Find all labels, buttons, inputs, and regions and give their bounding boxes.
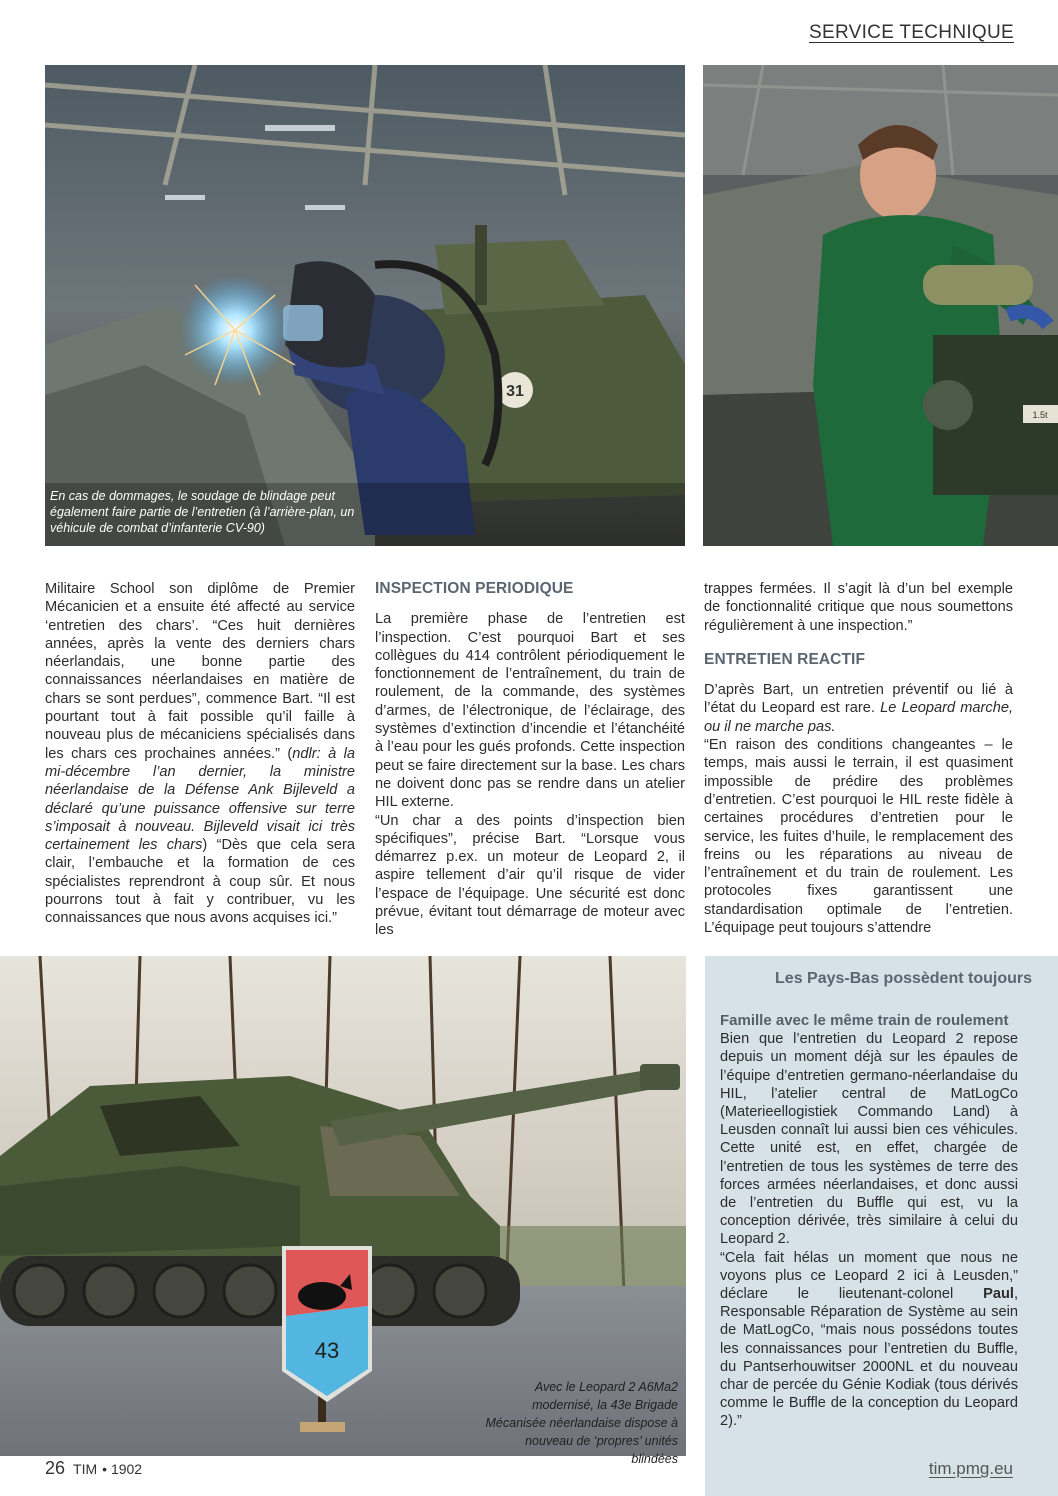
article-column-3: trappes fermées. Il s’agit là d’un bel exemple de fonctionnalité critique que nous soumettons régulièrement à une inspection.” ENTRETIEN REACTIF D’après Bart, un entretien préventif ou lié à l’état du Leopard est rare. Le Leopard marche, ou il ne marche pas. “En raison des conditions changeantes – le temps, mais aussi le terrain, il est quasiment impossible de prédire des problèmes d’entretien. C’est pourquoi le HIL reste fidèle à certaines procédures d’entretien pour le service, les fuites d’huile, le remplacement des freins ou les réparations au niveau de l’entraînement et du train de roulement. Les protocoles fixes garantissent une standardisation optimale de l’entretien. L’équipage peut toujours s’attendre [704,581,1013,937]
sidebar-body: Famille avec le même train de roulement Bien que l’entretien du Leopard 2 repose depuis un moment déjà sur les épaules de l’équipe d’entretien germano-néerlandaise du HIL, l’atelier central de MatLogCo (Materieellogistiek Commando Land) à Leusden connaît lui aussi bien ces véhicules. Cette unité est, en effet, chargée de l’entretien de tous les systèmes de terre des forces armées néerlandaises, et donc aussi de l’entretien du Buffle qui est, vu la conception dérivée, très similaire à celui du Leopard 2. “Cela fait hélas un moment que nous ne voyons plus ce Leopard 2 ici à Leusden,” déclare le lieutenant-colonel Paul, Responsable Réparation de Système au sein de MatLogCo, “mais nous possédons toutes les connaissances pour l’entretien du Buffle, du Pantserhouwitser 2000NL et du nouveau char de percée du Génie Kodiak (tous dérivés comme le Buffle de la conception du Leopard 2).” [720,1012,1018,1430]
magazine-name: TIM [73,1461,98,1477]
brigade-number: 43 [314,1338,340,1363]
article-column-1: Militaire School son diplôme de Premier Mécanicien et a ensuite été affecté au service ‘entretien des chars’. “Ces huit dernières années, après la vente des derniers chars néerlandais, une bonne partie des connaissances néerlandaises en matière de chars se sont perdues”, commence Bart. “Il est pourtant tout à fait possible qu’il faille à nouveau plus de mécaniciens spécialisés dans les chars ces prochaines années.” (ndlr: à la mi-décembre l’an dernier, la ministre néerlandaise de la Défense Ank Bijleveld a déclaré qu’une puissance offensive sur terre s’imposait à nouveau. Bijleveld visait ici très certainement les chars) “Dès que cela sera clair, l’embauche et la formation de ces spécialistes reprendront à coup sûr. Et nous pourrons tout à fait y contribuer, vu les connaissances que nous avons acquises ici.” [45,581,355,927]
equipment-tag: 1.5t [1032,410,1048,420]
photo-tank-caption: Avec le Leopard 2 A6Ma2 modernisé, la 43e Brigade Mécanisée néerlandaise dispose à nouveau de ‘propres’ unités blindées [485,1380,678,1466]
page-footer [45,1458,142,1479]
website-link[interactable]: tim.pmg.eu [928,1459,1013,1478]
photo-mechanic [703,65,1058,546]
sidebar-box [705,956,1058,1496]
heading-inspection: INSPECTION PERIODIQUE [375,580,574,597]
heading-entretien-reactif: ENTRETIEN REACTIF [704,650,866,668]
sidebar-subtitle: Famille avec le même train de roulement [720,1012,1009,1029]
photo-welding [45,65,685,546]
issue-number: • 1902 [102,1461,143,1477]
photo-welding-caption: En cas de dommages, le soudage de blindage peut également faire partie de l’entretien (à l’arrière-plan, un véhicule de combat d’infanterie CV-90) [50,489,355,535]
section-label: SERVICE TECHNIQUE [809,22,1014,43]
article-column-2: INSPECTION PERIODIQUE La première phase de l’entretien est l’inspection. C’est pourquoi Bart et ses collègues du 414 contrôlent périodiquement le fonctionnement de l’entraînement, du train de roulement, de la commande, des systèmes d’armes, de l’électronique, de l’éclairage, des systèmes d’extinction d’incendie et l’étanchéité à l’eau pour les gués profonds. Cette inspection peut se faire directement sur la base. Les chars ne doivent donc pas se rendre dans un atelier HIL externe. “Un char a des points d’inspection bien spécifiques”, précise Bart. “Lorsque vous démarrez p.ex. un moteur de Leopard 2, il aspire tellement d’air qu’il risque de vider l’espace de l’équipage. Une sécurité est donc prévue, évitant tout démarrage de moteur avec les [375,580,685,939]
sidebar-title: Les Pays-Bas possèdent toujours [775,970,1032,987]
vehicle-number: 31 [506,383,524,400]
page-number: 26 [45,1458,66,1478]
